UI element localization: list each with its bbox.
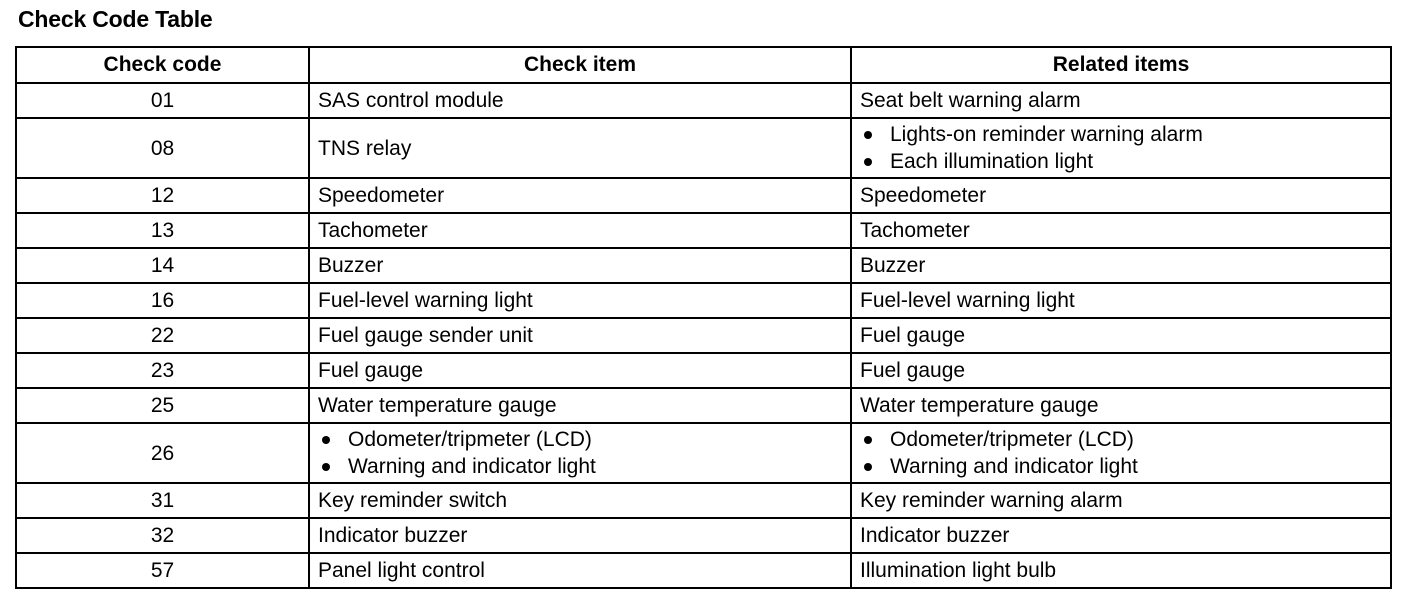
check-code-cell: 08 — [16, 118, 309, 178]
cell-text: Tachometer — [318, 219, 428, 242]
table-row — [16, 83, 1391, 118]
cell-text: Water temperature gauge — [860, 394, 1099, 417]
bullet-item: Each illumination light — [860, 148, 1382, 175]
cell-text: Fuel gauge — [860, 359, 966, 382]
related-items-cell — [851, 483, 1391, 518]
check-code-cell: 14 — [16, 248, 309, 283]
cell-text: Tachometer — [860, 219, 970, 242]
bullet-item: Odometer/tripmeter (LCD) — [318, 426, 842, 453]
check-item-cell — [309, 483, 851, 518]
cell-text: Buzzer — [318, 254, 384, 277]
related-items-cell — [851, 248, 1391, 283]
related-items-cell — [851, 83, 1391, 118]
cell-text: Fuel gauge — [318, 359, 424, 382]
table-row — [16, 213, 1391, 248]
related-items-cell — [851, 353, 1391, 388]
check-code-cell: 31 — [16, 483, 309, 518]
table-row — [16, 318, 1391, 353]
column-header-check-item: Check item — [309, 47, 851, 83]
cell-text: Speedometer — [318, 184, 445, 207]
check-code-cell: 16 — [16, 283, 309, 318]
cell-text: Speedometer — [860, 184, 987, 207]
bullet-item: Warning and indicator light — [860, 453, 1382, 480]
check-code-cell: 01 — [16, 83, 309, 118]
table-row — [16, 178, 1391, 213]
check-item-cell — [309, 213, 851, 248]
cell-text: Indicator buzzer — [860, 524, 1010, 547]
check-item-cell — [309, 283, 851, 318]
column-header-check-code: Check code — [16, 47, 309, 83]
cell-text: Seat belt warning alarm — [860, 89, 1081, 112]
check-code-cell: 22 — [16, 318, 309, 353]
check-item-cell — [309, 248, 851, 283]
related-items-cell — [851, 318, 1391, 353]
check-item-cell — [309, 318, 851, 353]
cell-text: TNS relay — [318, 136, 412, 160]
table-row — [16, 518, 1391, 553]
cell-text: Illumination light bulb — [860, 559, 1057, 582]
table-row — [16, 388, 1391, 423]
check-item-cell — [309, 553, 851, 588]
related-items-cell — [851, 178, 1391, 213]
check-code-cell: 32 — [16, 518, 309, 553]
cell-text: Key reminder warning alarm — [860, 489, 1123, 512]
bullet-list — [860, 121, 1382, 175]
related-items-cell — [851, 213, 1391, 248]
cell-text: Buzzer — [860, 254, 926, 277]
table-row — [16, 283, 1391, 318]
check-code-cell: 25 — [16, 388, 309, 423]
cell-text: Indicator buzzer — [318, 524, 468, 547]
bullet-item: Odometer/tripmeter (LCD) — [860, 426, 1382, 453]
cell-text: Water temperature gauge — [318, 394, 557, 417]
cell-text: Fuel gauge sender unit — [318, 324, 533, 347]
check-code-table — [15, 46, 1392, 589]
table-row — [16, 553, 1391, 588]
check-item-cell — [309, 423, 851, 483]
check-code-cell: 26 — [16, 423, 309, 483]
cell-text: Fuel gauge — [860, 324, 966, 347]
cell-text: Fuel-level warning light — [318, 289, 533, 312]
cell-text: Fuel-level warning light — [860, 289, 1075, 312]
column-header-related-items: Related items — [851, 47, 1391, 83]
bullet-list — [318, 426, 842, 480]
related-items-cell — [851, 423, 1391, 483]
check-code-cell: 12 — [16, 178, 309, 213]
table-title: Check Code Table — [18, 6, 213, 32]
related-items-cell — [851, 553, 1391, 588]
related-items-cell — [851, 283, 1391, 318]
bullet-item: Warning and indicator light — [318, 453, 842, 480]
bullet-list — [860, 426, 1382, 480]
check-code-cell: 57 — [16, 553, 309, 588]
table-row — [16, 483, 1391, 518]
check-code-cell: 13 — [16, 213, 309, 248]
table-row — [16, 423, 1391, 483]
related-items-cell — [851, 118, 1391, 178]
check-item-cell — [309, 118, 851, 178]
check-item-cell — [309, 353, 851, 388]
check-code-cell: 23 — [16, 353, 309, 388]
cell-text: SAS control module — [318, 89, 504, 112]
cell-text: Panel light control — [318, 559, 485, 582]
table-body — [16, 83, 1391, 588]
table-row — [16, 353, 1391, 388]
header-row — [16, 47, 1391, 83]
check-item-cell — [309, 178, 851, 213]
cell-text: Key reminder switch — [318, 489, 508, 512]
check-item-cell — [309, 518, 851, 553]
check-item-cell — [309, 388, 851, 423]
bullet-item: Lights-on reminder warning alarm — [860, 121, 1382, 148]
table-row — [16, 118, 1391, 178]
check-item-cell — [309, 83, 851, 118]
related-items-cell — [851, 518, 1391, 553]
table-row — [16, 248, 1391, 283]
related-items-cell — [851, 388, 1391, 423]
